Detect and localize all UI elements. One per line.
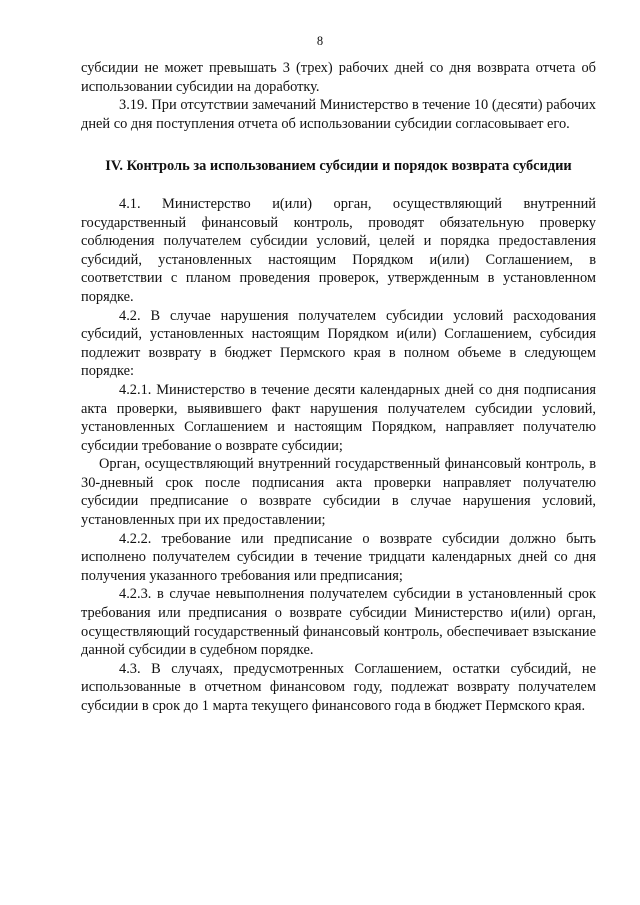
section-heading: IV. Контроль за использованием субсидии и порядок возврата субсидии xyxy=(105,158,572,175)
paragraph-4-2-1: 4.2.1. Министерство в течение десяти календарных дней со дня подписания акта проверки, выявившего факт нарушения получателем субсидии условий, установленных Соглашением и настоящим Порядком, направляет получателю субсидии требование о возврате субсидии; xyxy=(81,381,596,454)
document-body xyxy=(81,59,596,716)
paragraph-continuation: субсидии не может превышать 3 (трех) рабочих дней со дня возврата отчета об использовании субсидии на доработку. xyxy=(81,60,596,95)
paragraph-4-3: 4.3. В случаях, предусмотренных Соглашением, остатки субсидий, не использованные в отчетном финансовом году, подлежат возврату получателем субсидии в срок до 1 марта текущего финансового года в бюджет Пермского края. xyxy=(81,660,596,714)
paragraph-4-1: 4.1. Министерство и(или) орган, осуществляющий внутренний государственный финансовый контроль, проводят обязательную проверку соблюдения получателем субсидии условий, целей и порядка предоставления субсидий, установленных настоящим Порядком и(или) Соглашением, в соответствии с планом проведения проверок, утвержденным в установленном порядке. xyxy=(81,195,596,305)
paragraph-4-2-2: 4.2.2. требование или предписание о возврате субсидии должно быть исполнено получателем субсидии в течение тридцати календарных дней со дня получения указанного требования или предписания; xyxy=(81,530,596,584)
paragraph-4-2-3: 4.2.3. в случае невыполнения получателем субсидии в установленный срок требования или предписания о возврате субсидии Министерство и(или) орган, осуществляющий государственный финансовый контроль, обеспечивает взыскание данной субсидии в судебном порядке. xyxy=(81,586,596,659)
paragraph-4-2: 4.2. В случае нарушения получателем субсидии условий расходования субсидий, установленных настоящим Порядком и(или) Соглашением, субсидия подлежит возврату в бюджет Пермского края в полном объеме в следующем порядке: xyxy=(81,307,596,380)
paragraph-organ: Орган, осуществляющий внутренний государственный финансовый контроль, в 30-дневный срок после подписания акта проверки направляет получателю субсидии предписание о возврате субсидии в случае нарушения условий, установленных при их предоставлении; xyxy=(81,456,596,529)
paragraph-3-19: 3.19. При отсутствии замечаний Министерство в течение 10 (десяти) рабочих дней со дня поступления отчета об использовании субсидии согласовывает его. xyxy=(81,97,596,132)
page-number: 8 xyxy=(316,34,324,48)
